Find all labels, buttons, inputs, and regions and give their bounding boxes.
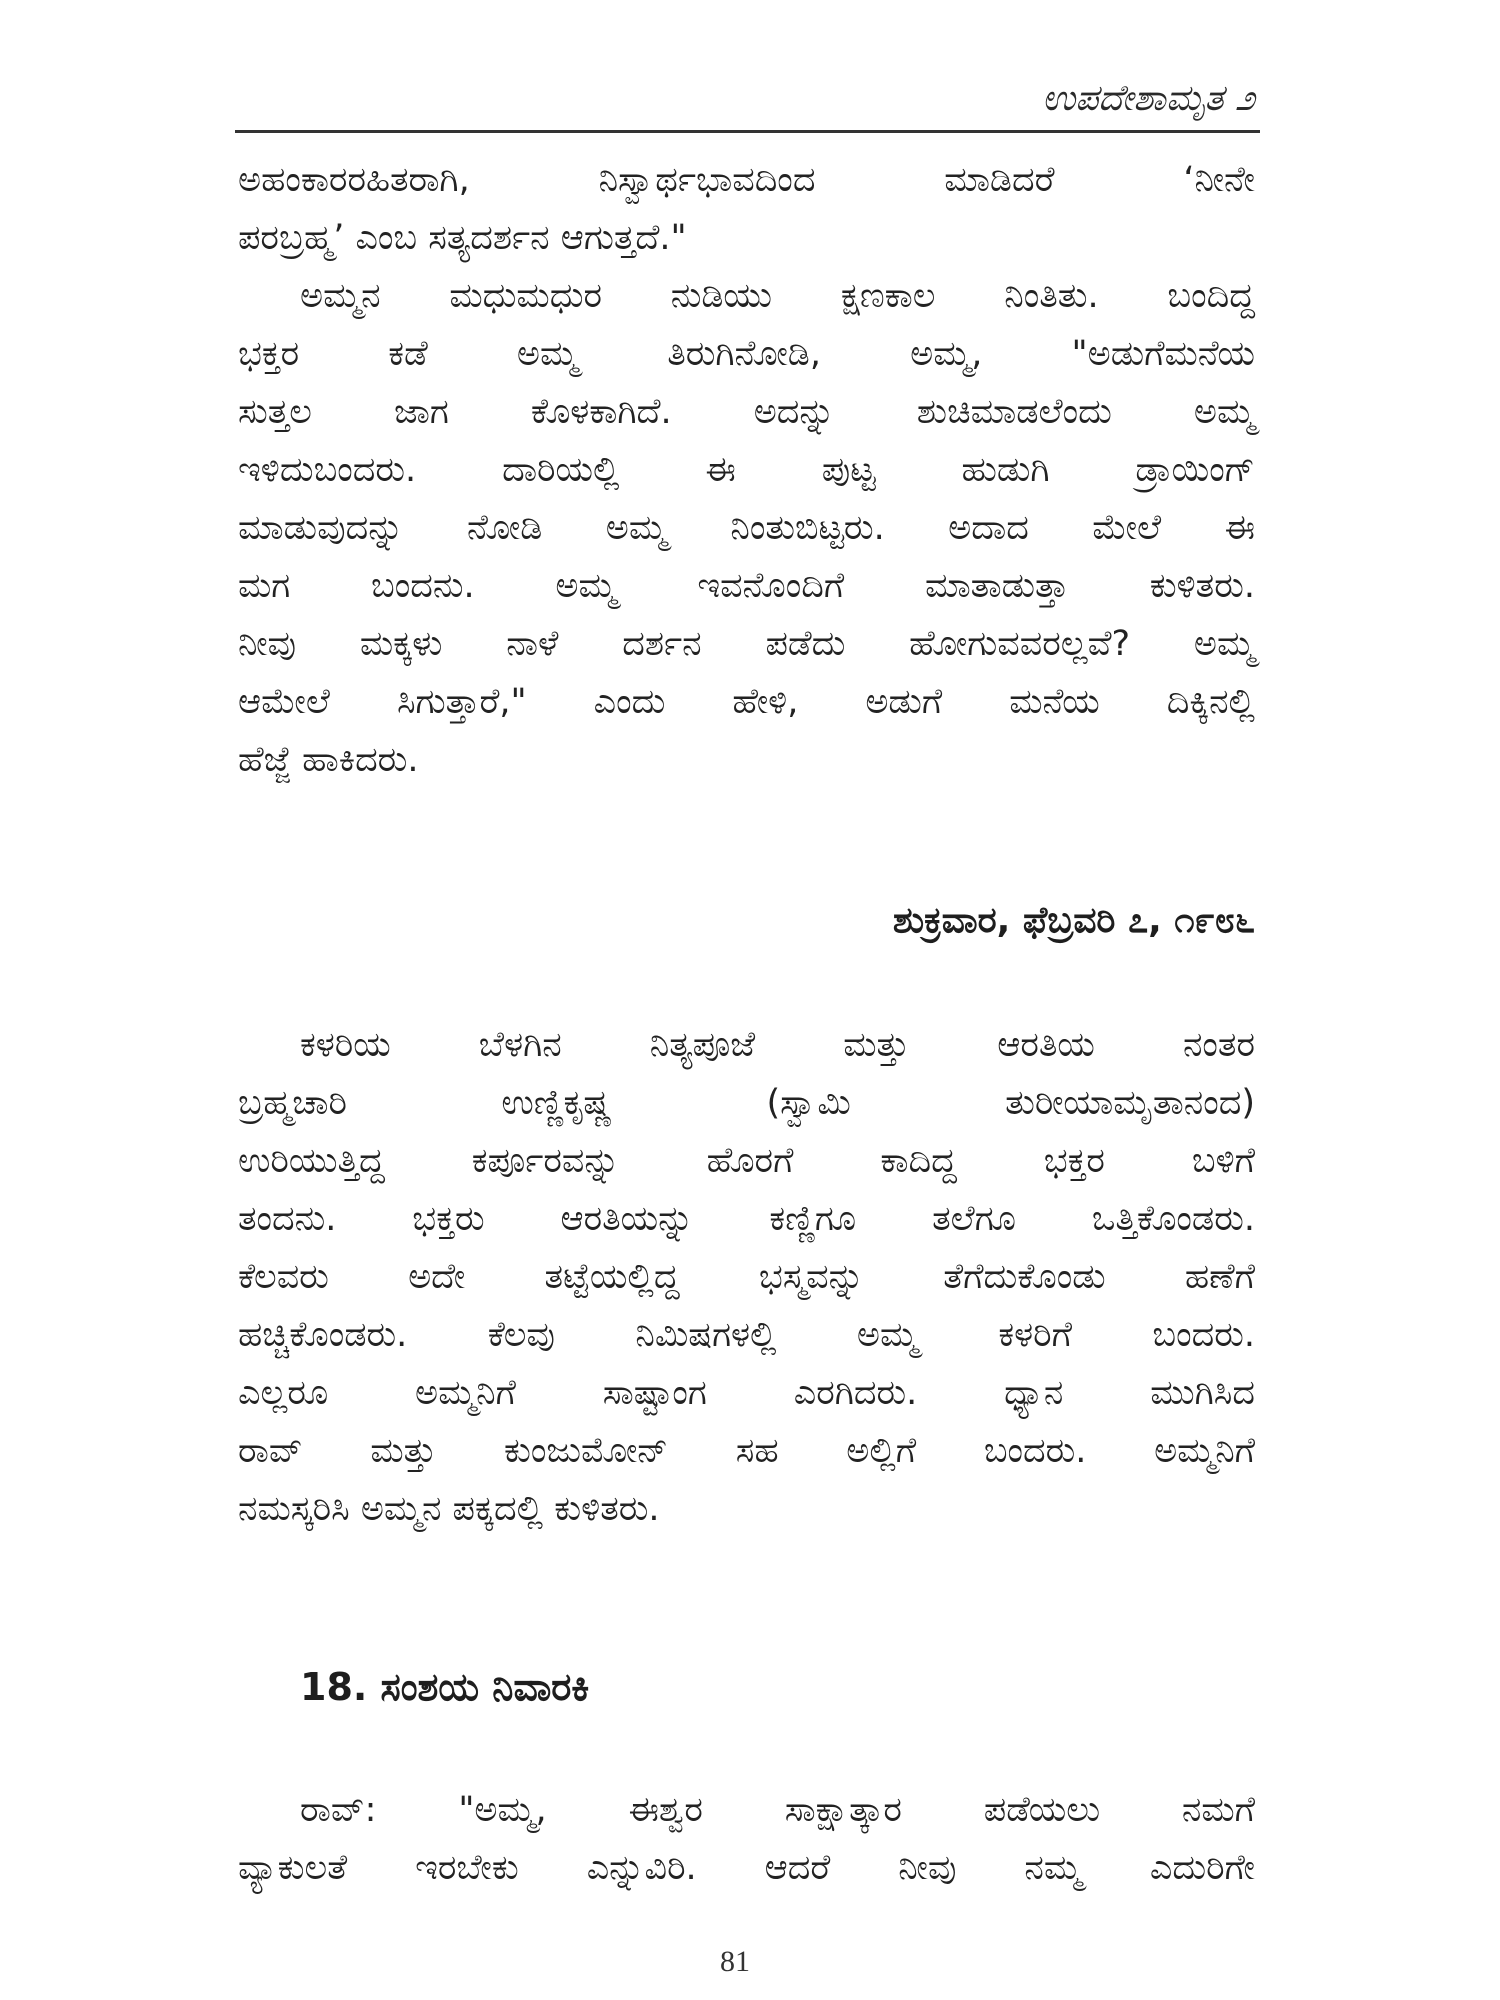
text-line: ವ್ಯಾಕುಲತೆ ಇರಬೇಕು ಎನ್ನುವಿರಿ. ಆದರೆ ನೀವು ನಮ್ಮ ಎದುರಿಗೇ — [238, 1848, 1255, 1888]
text-line: ಪರಬ್ರಹ್ಮ’ ಎಂಬ ಸತ್ಯದರ್ಶನ ಆಗುತ್ತದೆ." — [238, 218, 687, 258]
text-line: ಹಚ್ಚಿಕೊಂಡರು. ಕೆಲವು ನಿಮಿಷಗಳಲ್ಲಿ ಅಮ್ಮ ಕಳರಿಗೆ ಬಂದರು. — [238, 1315, 1255, 1355]
page-number: 81 — [720, 1945, 750, 1978]
text-line: ಆಮೇಲೆ ಸಿಗುತ್ತಾರೆ," ಎಂದು ಹೇಳಿ, ಅಡುಗೆ ಮನೆಯ ದಿಕ್ಕಿನಲ್ಲಿ — [238, 682, 1255, 722]
text-line: ಎಲ್ಲರೂ ಅಮ್ಮನಿಗೆ ಸಾಷ್ಟಾಂಗ ಎರಗಿದರು. ಧ್ಯಾನ ಮುಗಿಸಿದ — [238, 1373, 1255, 1413]
text-line: ಭಕ್ತರ ಕಡೆ ಅಮ್ಮ ತಿರುಗಿನೋಡಿ, ಅಮ್ಮ, "ಅಡುಗೆಮನೆಯ — [238, 334, 1255, 374]
text-line: ಸುತ್ತಲ ಜಾಗ ಕೊಳಕಾಗಿದೆ. ಅದನ್ನು ಶುಚಿಮಾಡಲೆಂದು ಅಮ್ಮ — [238, 392, 1255, 432]
text-line: ಬ್ರಹ್ಮಚಾರಿ ಉಣ್ಣಿಕೃಷ್ಣ (ಸ್ವಾಮಿ ತುರೀಯಾಮೃತಾನಂದ) — [238, 1083, 1255, 1123]
text-line: ಮಗ ಬಂದನು. ಅಮ್ಮ ಇವನೊಂದಿಗೆ ಮಾತಾಡುತ್ತಾ ಕುಳಿತರು. — [238, 566, 1255, 606]
date-heading: ಶುಕ್ರವಾರ, ಫೆಬ್ರವರಿ ೭, ೧೯೮೬ — [892, 900, 1255, 941]
text-line: ತಂದನು. ಭಕ್ತರು ಆರತಿಯನ್ನು ಕಣ್ಣಿಗೂ ತಲೆಗೂ ಒತ್ತಿಕೊಂಡರು. — [238, 1199, 1255, 1239]
text-line: ನೀವು ಮಕ್ಕಳು ನಾಳೆ ದರ್ಶನ ಪಡೆದು ಹೋಗುವವರಲ್ಲವೆ? ಅಮ್ಮ — [238, 624, 1255, 664]
text-line: ಅಮ್ಮನ ಮಧುಮಧುರ ನುಡಿಯು ಕ್ಷಣಕಾಲ ನಿಂತಿತು. ಬಂದಿದ್ದ — [300, 276, 1255, 316]
text-line: ಉರಿಯುತ್ತಿದ್ದ ಕರ್ಪೂರವನ್ನು ಹೊರಗೆ ಕಾದಿದ್ದ ಭಕ್ತರ ಬಳಿಗೆ — [238, 1141, 1255, 1181]
header-rule — [235, 130, 1260, 133]
text-line: ರಾವ್: "ಅಮ್ಮ, ಈಶ್ವರ ಸಾಕ್ಷಾತ್ಕಾರ ಪಡೆಯಲು ನಮಗೆ — [300, 1790, 1255, 1830]
text-line: ಅಹಂಕಾರರಹಿತರಾಗಿ, ನಿಸ್ವಾರ್ಥಭಾವದಿಂದ ಮಾಡಿದರೆ ‘ನೀನೇ — [238, 160, 1255, 200]
text-line: ರಾವ್ ಮತ್ತು ಕುಂಜುಮೋನ್ ಸಹ ಅಲ್ಲಿಗೆ ಬಂದರು. ಅಮ್ಮನಿಗೆ — [238, 1431, 1255, 1471]
text-line: ಕೆಲವರು ಅದೇ ತಟ್ಟೆಯಲ್ಲಿದ್ದ ಭಸ್ಮವನ್ನು ತೆಗೆದುಕೊಂಡು ಹಣೆಗೆ — [238, 1257, 1255, 1297]
text-line: ಮಾಡುವುದನ್ನು ನೋಡಿ ಅಮ್ಮ ನಿಂತುಬಿಟ್ಟರು. ಅದಾದ ಮೇಲೆ ಈ — [238, 508, 1256, 548]
text-line: ಹೆಜ್ಜೆ ಹಾಕಿದರು. — [238, 740, 419, 780]
text-line: ನಮಸ್ಕರಿಸಿ ಅಮ್ಮನ ಪಕ್ಕದಲ್ಲಿ ಕುಳಿತರು. — [238, 1489, 660, 1529]
section-heading: 18. ಸಂಶಯ ನಿವಾರಕಿ — [300, 1665, 590, 1709]
running-head: ಉಪದೇಶಾಮೃತ ೨ — [1041, 78, 1255, 119]
text-line: ಇಳಿದುಬಂದರು. ದಾರಿಯಲ್ಲಿ ಈ ಪುಟ್ಟ ಹುಡುಗಿ ಡ್ರಾಯಿಂಗ್ — [238, 450, 1255, 490]
text-line: ಕಳರಿಯ ಬೆಳಗಿನ ನಿತ್ಯಪೂಜೆ ಮತ್ತು ಆರತಿಯ ನಂತರ — [300, 1025, 1255, 1065]
